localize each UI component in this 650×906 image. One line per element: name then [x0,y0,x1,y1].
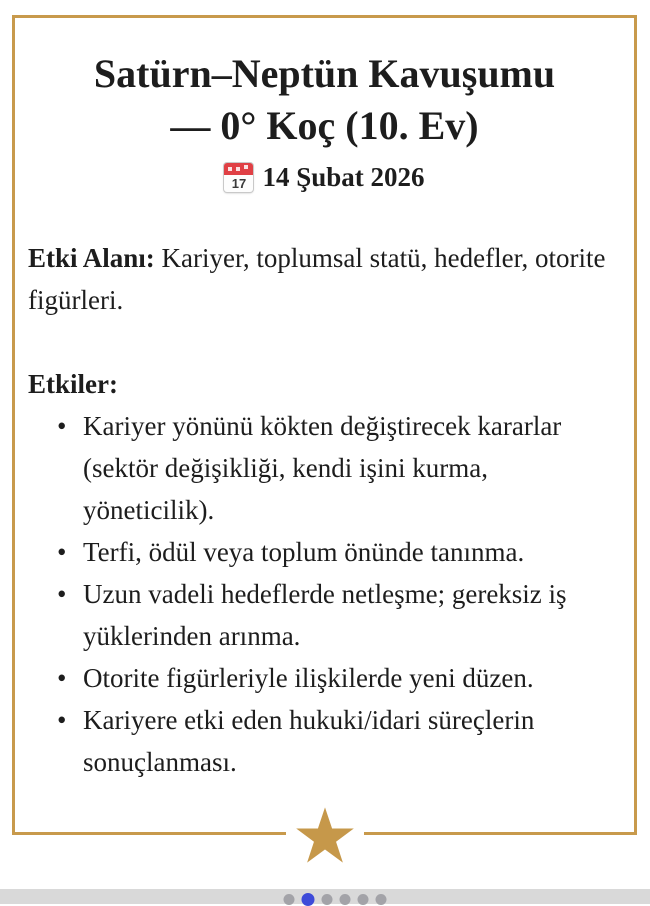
title-line-2: — 0° Koç (10. Ev) [170,103,479,148]
impact-area-label: Etki Alanı: [28,243,155,273]
bullet-icon: • [57,411,67,441]
card-title [23,48,626,152]
bullet-icon: • [57,663,67,693]
carousel-dot[interactable] [358,894,369,905]
bullet-icon: • [57,537,67,567]
list-item-text: Uzun vadeli hedeflerde netleşme; gereksiz iş yüklerinden arınma. [83,579,567,651]
carousel-pager-bar [0,889,650,904]
list-item [28,699,621,783]
carousel-dot[interactable] [322,894,333,905]
carousel-dot[interactable] [284,894,295,905]
date-text: 14 Şubat 2026 [262,162,425,192]
list-item-text: Kariyer yönünü kökten değiştirecek kararlar (sektör değişikliği, kendi işini kurma, yöneticilik). [83,411,562,525]
list-item [28,405,621,531]
calendar-icon-day: 17 [231,176,247,191]
carousel-dot[interactable] [340,894,351,905]
list-item-text: Otorite figürleriyle ilişkilerde yeni düzen. [83,663,534,693]
bullet-icon: • [57,579,67,609]
impact-area-paragraph [28,237,621,321]
effects-heading: Etkiler: [28,369,118,399]
calendar-icon [224,163,253,192]
list-item [28,657,621,699]
list-item [28,573,621,657]
date-row [15,162,634,193]
title-line-1: Satürn–Neptün Kavuşumu [93,51,556,96]
carousel-dot[interactable] [376,894,387,905]
aspect-card [12,15,637,835]
list-item-text: Kariyere etki eden hukuki/idari süreçlerin sonuçlanması. [83,705,535,777]
impact-area-text: Kariyer, toplumsal statü, hedefler, otorite figürleri. [28,243,606,315]
list-item [28,531,621,573]
bullet-icon: • [57,705,67,735]
effects-list [28,405,621,783]
star-icon [286,801,364,869]
list-item-text: Terfi, ödül veya toplum önünde tanınma. [83,537,525,567]
carousel-dot[interactable] [302,893,315,906]
carousel-dots [284,893,387,906]
calendar-icon-header [224,163,253,175]
